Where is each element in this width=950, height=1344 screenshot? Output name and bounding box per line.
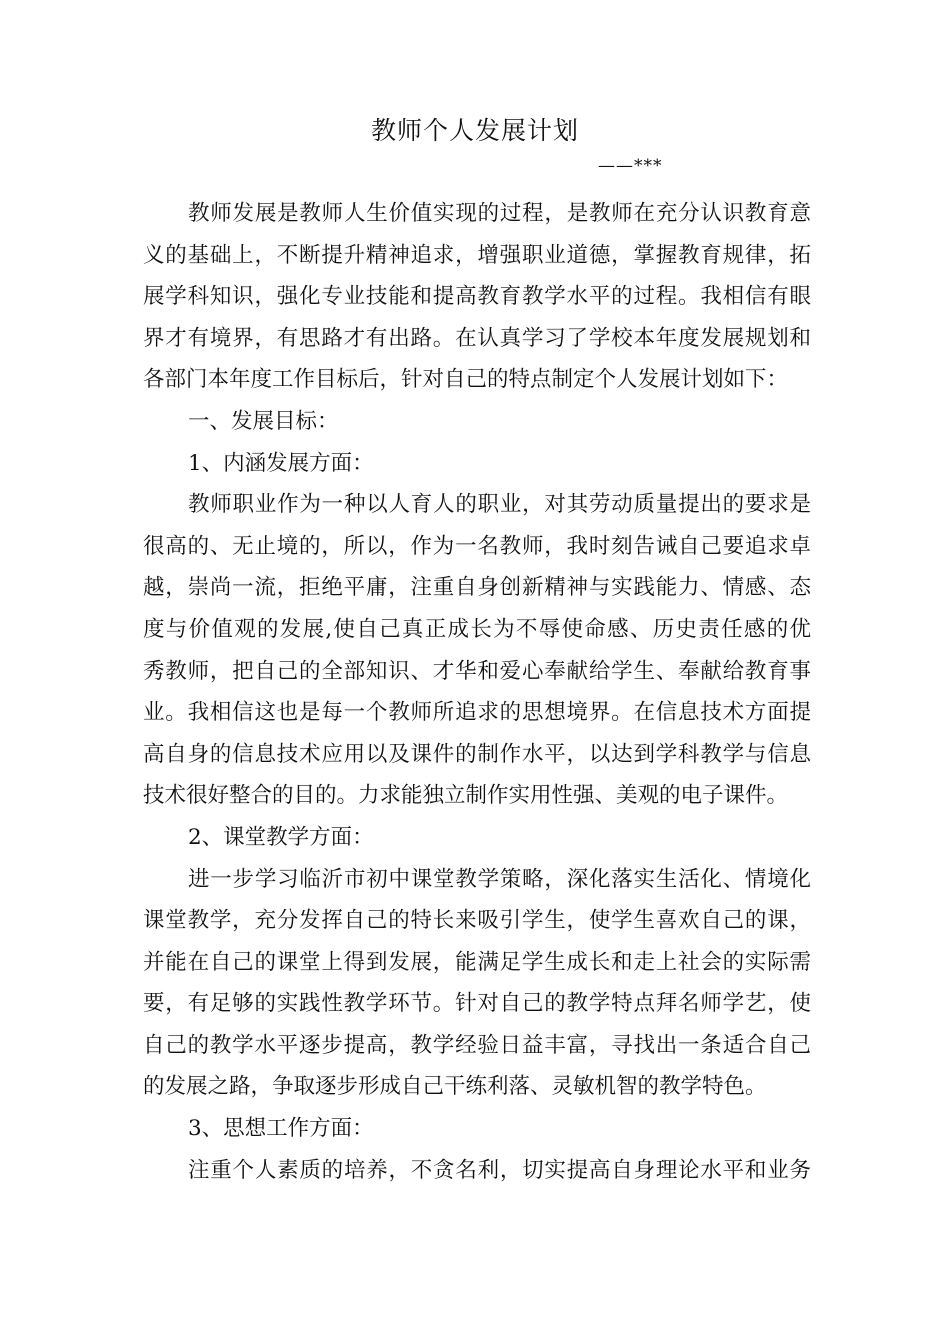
text-line: 3、思想工作方面： xyxy=(188,1116,374,1142)
text-line: 课堂教学，充分发挥自己的特长来吸引学生，使学生喜欢自己的课， xyxy=(143,908,811,934)
text-line: 一、发展目标： xyxy=(188,408,339,434)
text-line: 并能在自己的课堂上得到发展，能满足学生成长和走上社会的实际需 xyxy=(143,949,811,975)
text-line: 教师职业作为一种以人育人的职业，对其劳动质量提出的要求是 xyxy=(188,492,811,518)
text-line: 展学科知识，强化专业技能和提高教育教学水平的过程。我相信有眼 xyxy=(143,284,811,310)
author-byline: ——*** xyxy=(598,156,663,176)
text-line: 越，崇尚一流，拒绝平庸，注重自身创新精神与实践能力、情感、态 xyxy=(143,575,811,601)
document-title: 教师个人发展计划 xyxy=(370,116,579,145)
text-line: 界才有境界，有思路才有出路。在认真学习了学校本年度发展规划和 xyxy=(143,325,811,351)
text-line: 技术很好整合的目的。力求能独立制作实用性强、美观的电子课件。 xyxy=(143,783,789,809)
text-line: 进一步学习临沂市初中课堂教学策略，深化落实生活化、情境化 xyxy=(188,866,811,892)
text-line: 注重个人素质的培养，不贪名利，切实提高自身理论水平和业务 xyxy=(188,1157,811,1183)
text-line: 1、内涵发展方面： xyxy=(188,450,374,476)
text-line: 很高的、无止境的，所以，作为一名教师，我时刻告诫自己要追求卓 xyxy=(143,533,811,559)
text-line: 要，有足够的实践性教学环节。针对自己的教学特点拜名师学艺，使 xyxy=(143,991,811,1017)
text-line: 教师发展是教师人生价值实现的过程，是教师在充分认识教育意 xyxy=(188,201,811,226)
text-line: 的发展之路，争取逐步形成自己干练利落、灵敏机智的教学特色。 xyxy=(143,1074,767,1100)
text-line: 各部门本年度工作目标后，针对自己的特点制定个人发展计划如下： xyxy=(143,367,789,393)
text-line: 秀教师，把自己的全部知识、才华和爱心奉献给学生、奉献给教育事 xyxy=(143,658,811,684)
text-line: 高自身的信息技术应用以及课件的制作水平，以达到学科教学与信息 xyxy=(143,741,811,767)
document-body xyxy=(143,193,811,1191)
text-line: 度与价值观的发展,使自己真正成长为不辱使命感、历史责任感的优 xyxy=(143,616,811,642)
text-line: 业。我相信这也是每一个教师所追求的思想境界。在信息技术方面提 xyxy=(143,700,811,726)
text-line: 2、课堂教学方面： xyxy=(188,824,374,850)
text-line: 自己的教学水平逐步提高，教学经验日益丰富，寻找出一条适合自己 xyxy=(143,1032,811,1058)
text-line: 义的基础上，不断提升精神追求，增强职业道德，掌握教育规律，拓 xyxy=(143,242,811,268)
